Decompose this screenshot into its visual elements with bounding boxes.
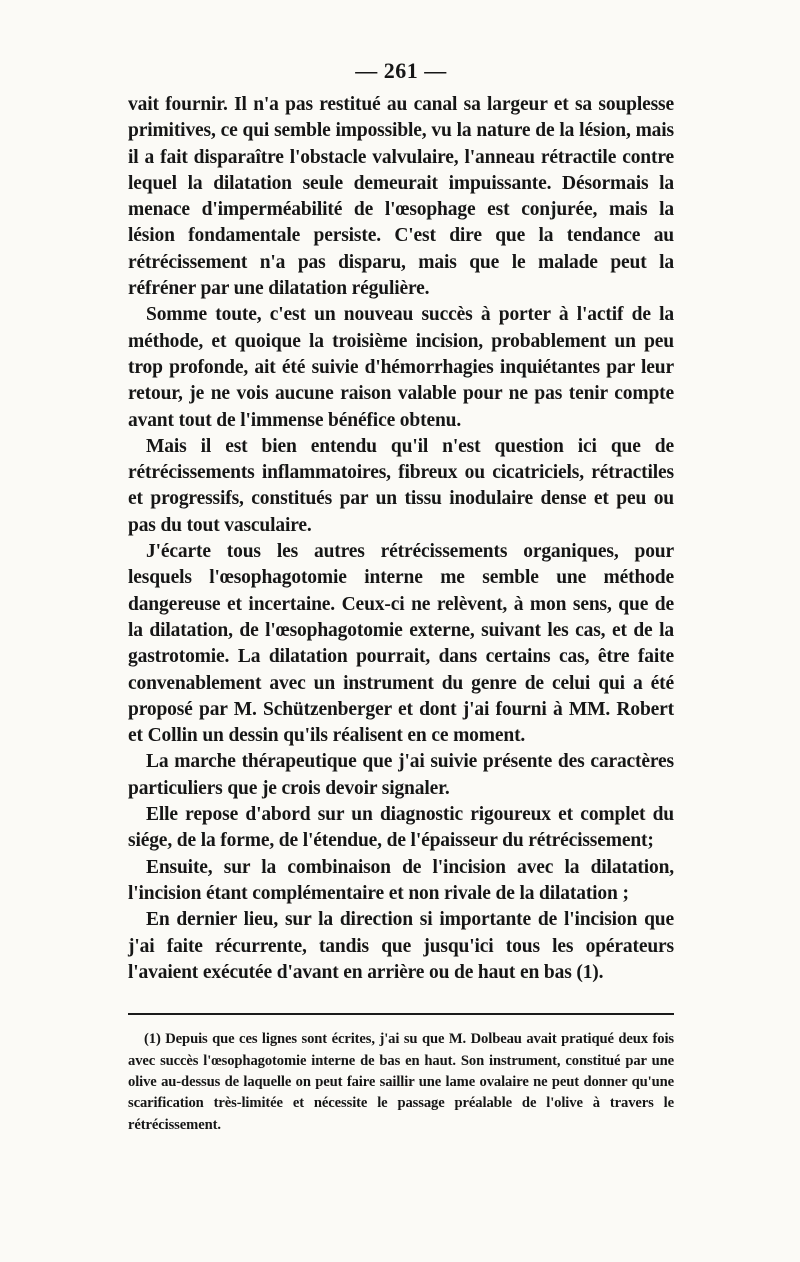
footnote-divider	[128, 1013, 674, 1015]
paragraph: En dernier lieu, sur la direction si importante de l'incision que j'ai faite récurrente, tandis que jusqu'ici tous les opérateurs l'avaient exécutée d'avant en arrière ou de haut en bas (1).	[128, 909, 674, 983]
paragraph: Mais il est bien entendu qu'il n'est question ici que de rétrécissements inflammatoires, fibreux ou cicatriciels, rétractiles et progressifs, constitués par un tissu inodulaire dense et peu ou pas du tout vasculaire.	[128, 435, 674, 536]
paragraph: J'écarte tous les autres rétrécissements organiques, pour lesquels l'œsophagotomie interne me semble une méthode dangereuse et incertaine. Ceux-ci ne relèvent, à mon sens, que de la dilatation, de l'œsophagotomie externe, suivant les cas, et de la gastrotomie. La dilatation pourrait, dans certains cas, être faite convenablement avec un instrument du genre de celui qui a été proposé par M. Schützenberger et dont j'ai fourni à MM. Robert et Collin un dessin qu'ils réalisent en ce moment.	[128, 541, 674, 747]
page-number: — 261 —	[355, 58, 447, 83]
paragraph: Somme toute, c'est un nouveau succès à porter à l'actif de la méthode, et quoique la troisième incision, probablement un peu trop profonde, ait été suivie d'hémorrhagies inquiétantes par leur retour, je ne vois aucune raison valable pour ne pas tenir compte avant tout de l'immense bénéfice obtenu.	[128, 304, 674, 431]
paragraph: Ensuite, sur la combinaison de l'incision avec la dilatation, l'incision étant complémentaire et non rivale de la dilatation ;	[128, 856, 674, 904]
paragraph: La marche thérapeutique que j'ai suivie présente des caractères particuliers que je crois devoir signaler.	[128, 751, 674, 799]
body-text	[128, 92, 674, 986]
book-page	[128, 58, 674, 1136]
footnote: (1) Depuis que ces lignes sont écrites, j'ai su que M. Dolbeau avait pratiqué deux fois avec succès l'œsophagotomie interne de bas en haut. Son instrument, constitué par une olive au-dessus de laquelle on peut faire saillir une lame ovalaire ne peut donner qu'une scarification très-limitée et nécessite le passage préalable de l'olive à travers le rétrécissement.	[128, 1031, 674, 1133]
paragraph-continued: vait fournir. Il n'a pas restitué au canal sa largeur et sa souplesse primitives, ce qui semble impossible, vu la nature de la lésion, mais il a fait disparaître l'obstacle valvulaire, l'anneau rétractile contre lequel la dilatation seule demeurait impuissante. Désormais la menace d'imperméabilité de l'œsophage est conjurée, mais la lésion fondamentale persiste. C'est dire que la tendance au rétrécissement n'a pas disparu, mais que le malade peut la réfréner par une dilatation régulière.	[128, 94, 674, 300]
paragraph: Elle repose d'abord sur un diagnostic rigoureux et complet du siége, de la forme, de l'étendue, de l'épaisseur du rétrécissement;	[128, 804, 674, 852]
